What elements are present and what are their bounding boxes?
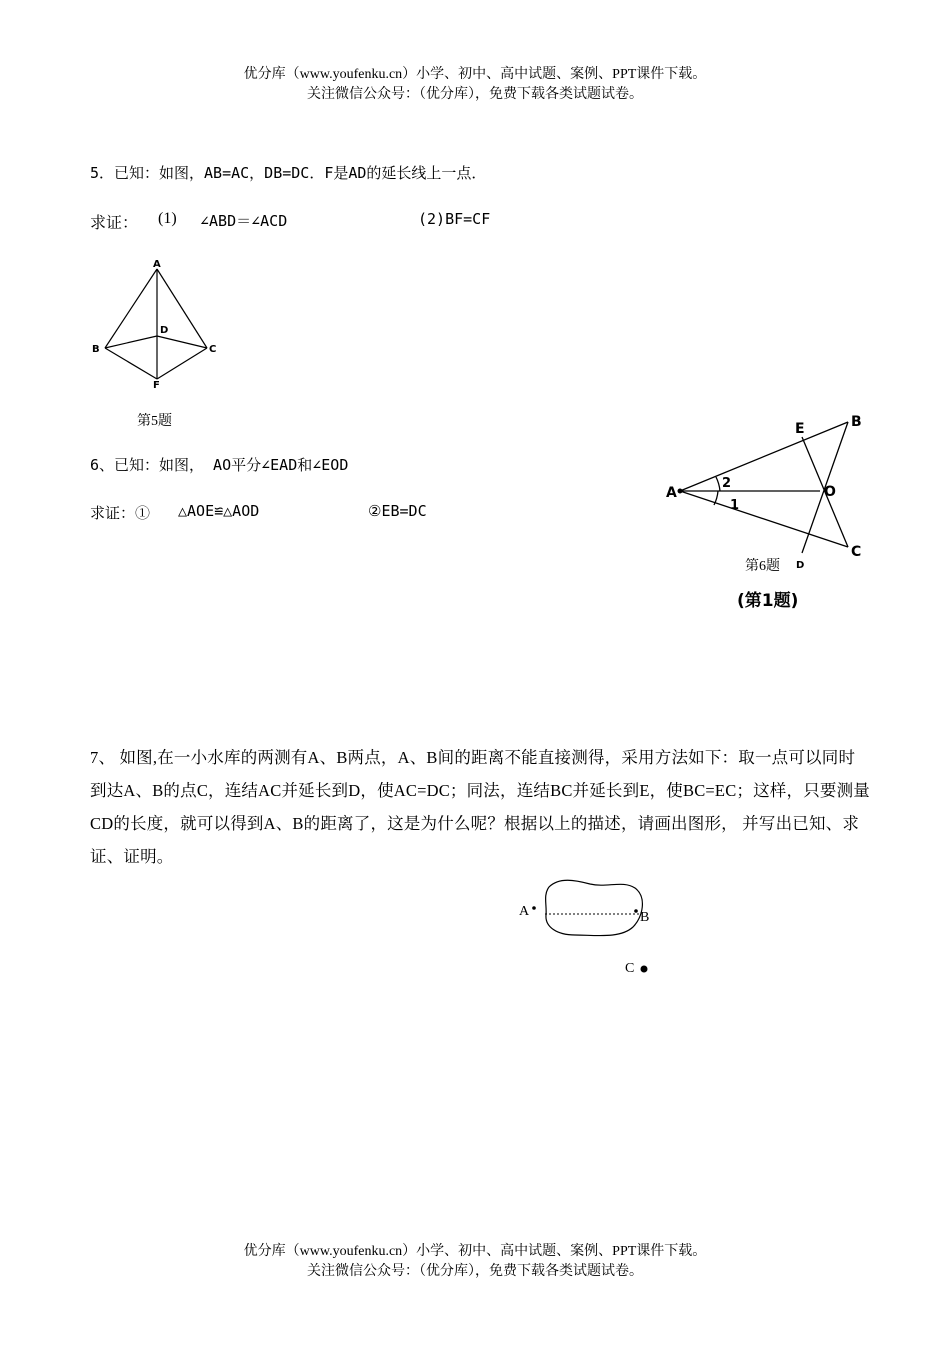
q6-label-b: B [851,414,862,430]
q5-part1: ∠ABD＝∠ACD [200,212,288,230]
q5-prove-label: 求证： [90,215,139,232]
q6-label-angle-2: 2 [722,476,732,491]
header-line-1: 优分库（www.youfenku.cn）小学、初中、高中试题、案例、PPT课件下载。 [243,67,707,82]
q6-part2: ②EB=DC [368,502,427,520]
q7-point-a [532,906,536,910]
q6-label-e: E [795,421,805,437]
q6-stem: 6、已知：如图， AO平分∠EAD和∠EOD [90,456,349,474]
q5-figure-lines [105,269,207,379]
footer-line-1: 优分库（www.youfenku.cn）小学、初中、高中试题、案例、PPT课件下载。 [243,1244,707,1259]
q7-diagram [515,875,665,985]
footer-line-2: 关注微信公众号：（优分库），免费下载各类试题试卷。 [307,1264,643,1279]
q6-sub-caption: (第1题) [737,591,799,611]
q6-label-d: D [796,560,805,571]
q6-label-o: O [824,484,836,500]
q6-label-angle-1: 1 [730,498,740,513]
header-line-2: 关注微信公众号：（优分库），免费下载各类试题试卷。 [307,87,643,102]
q7-point-c [641,966,648,973]
q5-stem: 5．已知：如图，AB=AC，DB=DC．F是AD的延长线上一点． [90,164,487,182]
q5-part2: (2)BF=CF [418,210,491,228]
q5-label-f: F [153,380,160,391]
q6-caption: 第6题 [745,559,780,574]
q5-caption: 第5题 [137,414,172,429]
q5-label-d: D [160,325,169,336]
q6-label-a: A [666,485,677,501]
q6-point-a [678,489,683,494]
q5-label-b: B [92,344,100,355]
q7-label-c: C [625,961,635,976]
q6-part1: △AOE≌△AOD [178,502,260,520]
q7-reservoir-outline [546,880,643,935]
q5-label-c: C [209,344,217,355]
q6-prove-label: 求证：① [90,504,151,522]
q7-label-a: A [519,904,530,919]
q5-label-a: A [153,259,161,270]
q6-label-c: C [851,544,862,560]
q7-label-b: B [640,910,650,925]
q5-part1-number: (1) [158,210,177,227]
q6-figure-lines [680,422,848,553]
q5-diagram [85,255,225,405]
q7-text: 7、 如图,在一小水库的两测有A、B两点，A、B间的距离不能直接测得，采用方法如下：取一点可以同时到达A、B的点C，连结AC并延长到D，使AC=DC；同法，连结BC并延长到E，使BC=EC；这样，只要测量CD的长度，就可以得到A、B的距离了，这是为什么呢？根据以上的描述，请画出图形， 并写出已知、求证、证明。 [90,748,871,866]
q6-diagram [660,405,870,570]
q7-point-b [634,909,638,913]
